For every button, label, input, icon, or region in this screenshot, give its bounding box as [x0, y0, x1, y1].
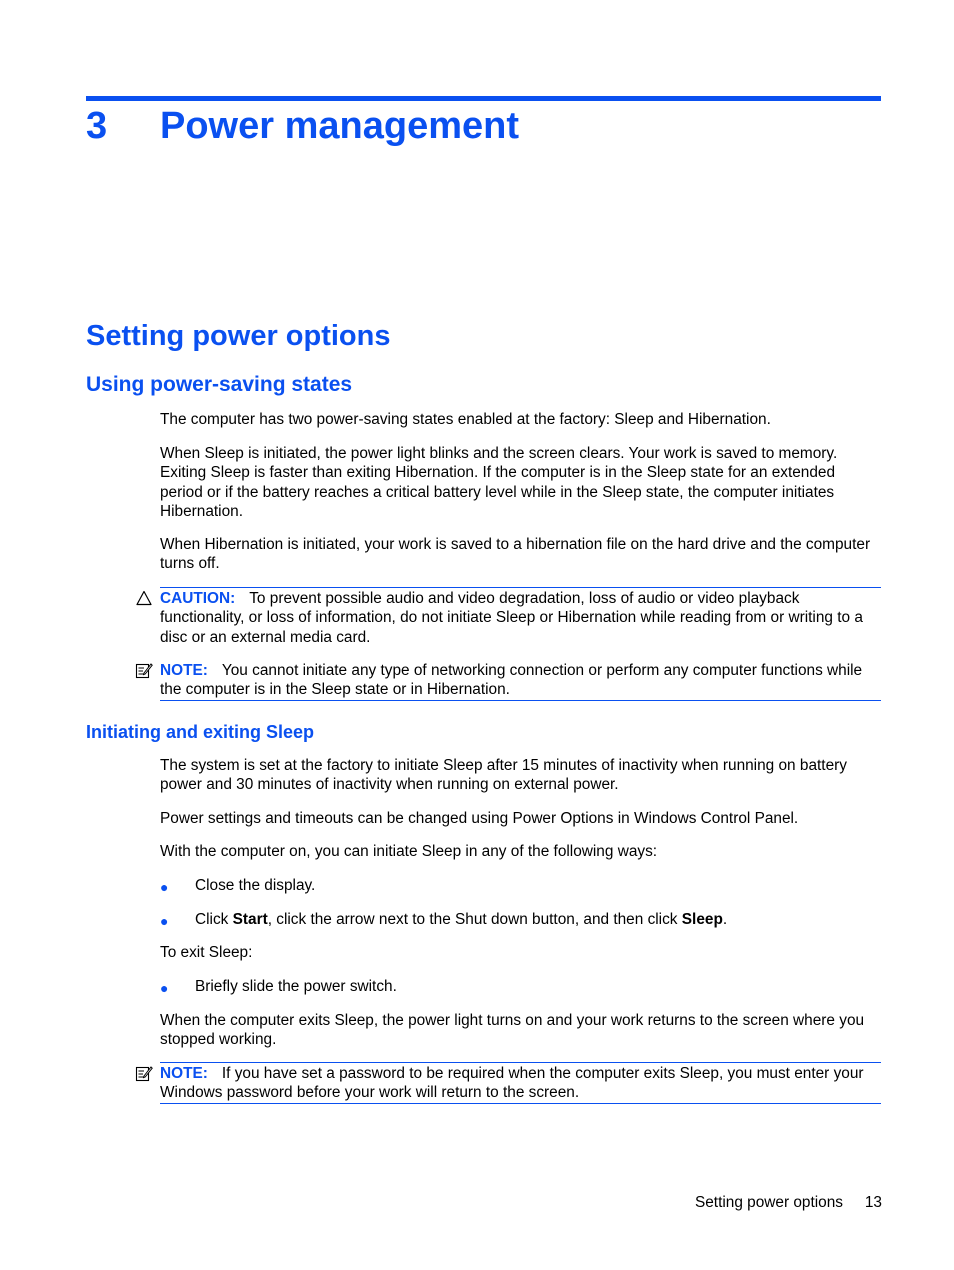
- bullet-icon: ●: [160, 913, 169, 929]
- note-pencil-icon: [135, 1064, 153, 1082]
- paragraph: When the computer exits Sleep, the power light turns on and your work returns to the screen where you stopped working.: [160, 1012, 865, 1049]
- bullet-icon: ●: [160, 879, 169, 895]
- note-label: NOTE:: [160, 662, 208, 679]
- paragraph: When Sleep is initiated, the power light blinks and the screen clears. Your work is saved to memory. Exiting Sleep is faster than exiting Hibernation. If the computer is in the Sleep state for an extended period or if the battery reaches a critical battery level while in the Sleep state, the computer initiates Hibernation.: [160, 445, 838, 520]
- sleep-keyword: Sleep: [681, 911, 723, 928]
- chapter-number: 3: [86, 105, 108, 147]
- note-bottom-rule: [160, 1103, 881, 1104]
- note-top-rule: [160, 1062, 881, 1063]
- caution-top-rule: [160, 587, 881, 588]
- list-item-text: , click the arrow next to the Shut down button, and then click: [267, 911, 682, 928]
- paragraph: When Hibernation is initiated, your work is saved to a hibernation file on the hard drive and the computer turns off.: [160, 536, 871, 573]
- note-bottom-rule: [160, 700, 881, 701]
- list-item: [195, 910, 881, 929]
- subsection-heading-power-saving: Using power-saving states: [86, 373, 353, 396]
- note-text-block: [160, 1064, 882, 1103]
- chapter-title: Power management: [160, 105, 519, 147]
- note-label: NOTE:: [160, 1065, 208, 1082]
- note-text: You cannot initiate any type of networking connection or perform any computer functions while the computer is in the Sleep state or in Hibernation.: [160, 662, 863, 699]
- paragraph: Power settings and timeouts can be changed using Power Options in Windows Control Panel.: [160, 810, 799, 827]
- list-item: Briefly slide the power switch.: [195, 978, 397, 995]
- paragraph: With the computer on, you can initiate Sleep in any of the following ways:: [160, 843, 658, 860]
- bullet-icon: ●: [160, 980, 169, 996]
- caution-text: To prevent possible audio and video degradation, loss of audio or video playback functionality, or loss of information, do not initiate Sleep or Hibernation while reading from or writing to a disc or an external media card.: [160, 590, 863, 646]
- paragraph: The system is set at the factory to initiate Sleep after 15 minutes of inactivity when running on battery power and 30 minutes of inactivity when running on external power.: [160, 757, 847, 794]
- list-item-text: Click: [195, 911, 233, 928]
- subsection-heading-sleep: Initiating and exiting Sleep: [86, 722, 315, 742]
- paragraph: The computer has two power-saving states enabled at the factory: Sleep and Hibernation.: [160, 411, 771, 428]
- caution-triangle-icon: [136, 590, 152, 606]
- note-text-block: [160, 661, 882, 700]
- section-heading: Setting power options: [86, 320, 391, 352]
- paragraph: To exit Sleep:: [160, 944, 253, 961]
- note-text: If you have set a password to be required when the computer exits Sleep, you must enter your Windows password before your work will return to the screen.: [160, 1065, 864, 1102]
- caution-label: CAUTION:: [160, 590, 236, 607]
- chapter-top-rule: [86, 96, 881, 101]
- page-number: 13: [864, 1194, 882, 1211]
- footer-section-title: Setting power options: [694, 1194, 843, 1211]
- list-item: Close the display.: [195, 877, 316, 894]
- note-pencil-icon: [135, 661, 153, 679]
- start-keyword: Start: [232, 911, 268, 928]
- caution-text-block: [160, 589, 882, 647]
- list-item-text: .: [722, 911, 728, 928]
